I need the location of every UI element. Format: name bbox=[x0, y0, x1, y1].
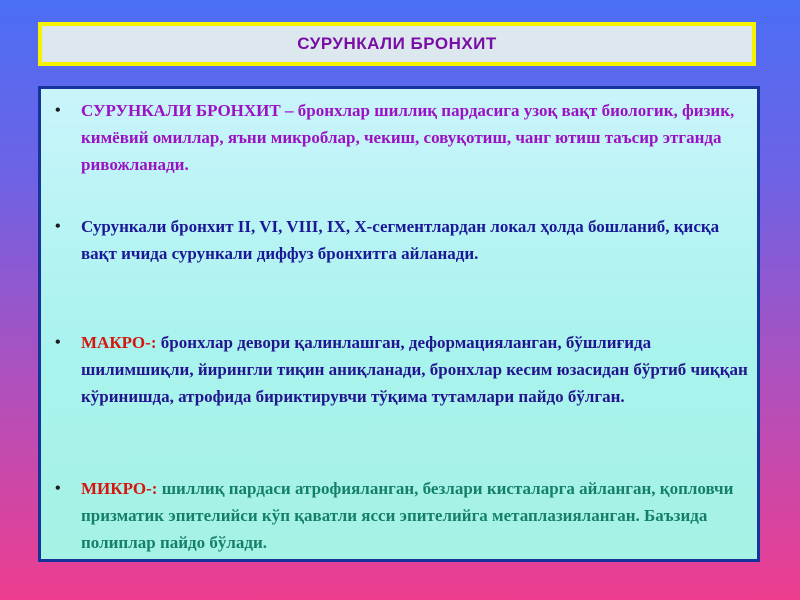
bullet-lead: СУРУНКАЛИ БРОНХИТ – bbox=[81, 101, 294, 120]
bullet-segments bbox=[55, 213, 755, 267]
bullet-lead: МАКРО-: bbox=[81, 333, 157, 352]
bullet-micro bbox=[55, 475, 755, 556]
bullet-dot-icon: • bbox=[55, 218, 61, 235]
slide-title: СУРУНКАЛИ БРОНХИТ bbox=[297, 34, 497, 53]
bullet-body: бронхлар девори қалинлашган, деформацияланган, бўшлиғида шилимшиқли, йирингли тиқин аниқланади, бронхлар кесим юзасидан бўртиб чиққан кўринишда, атрофида бириктирувчи тўқима тутамлари пайдо бўлган. bbox=[81, 333, 748, 406]
bullet-dot-icon: • bbox=[55, 480, 61, 497]
bullet-text bbox=[81, 213, 755, 267]
bullet-definition bbox=[55, 97, 755, 178]
bullet-dot-icon: • bbox=[55, 334, 61, 351]
bullet-body: Сурункали бронхит II, VI, VIII, IX, X-сегментлардан локал ҳолда бошланиб, қисқа вақт ичида сурункали диффуз бронхитга айланади. bbox=[81, 217, 720, 263]
bullet-lead: МИКРО-: bbox=[81, 479, 158, 498]
content-box bbox=[38, 86, 760, 562]
bullet-text bbox=[81, 329, 755, 410]
bullet-body: бронхлар шиллиқ пардасига узоқ вақт биологик, физик, кимёвий омиллар, яъни микроблар, чекиш, совуқотиш, чанг ютиш таъсир этганда ривожланади. bbox=[81, 101, 735, 174]
bullet-body: шиллиқ пардаси атрофияланган, безлари кисталарга айланган, қопловчи призматик эпителийси кўп қаватли ясси эпителийга метаплазияланган. Баъзида полиплар пайдо бўлади. bbox=[81, 479, 734, 552]
slide-title-box bbox=[38, 22, 756, 66]
bullet-dot-icon: • bbox=[55, 102, 61, 119]
bullet-macro bbox=[55, 329, 755, 410]
bullet-text bbox=[81, 97, 755, 178]
bullet-text bbox=[81, 475, 755, 556]
